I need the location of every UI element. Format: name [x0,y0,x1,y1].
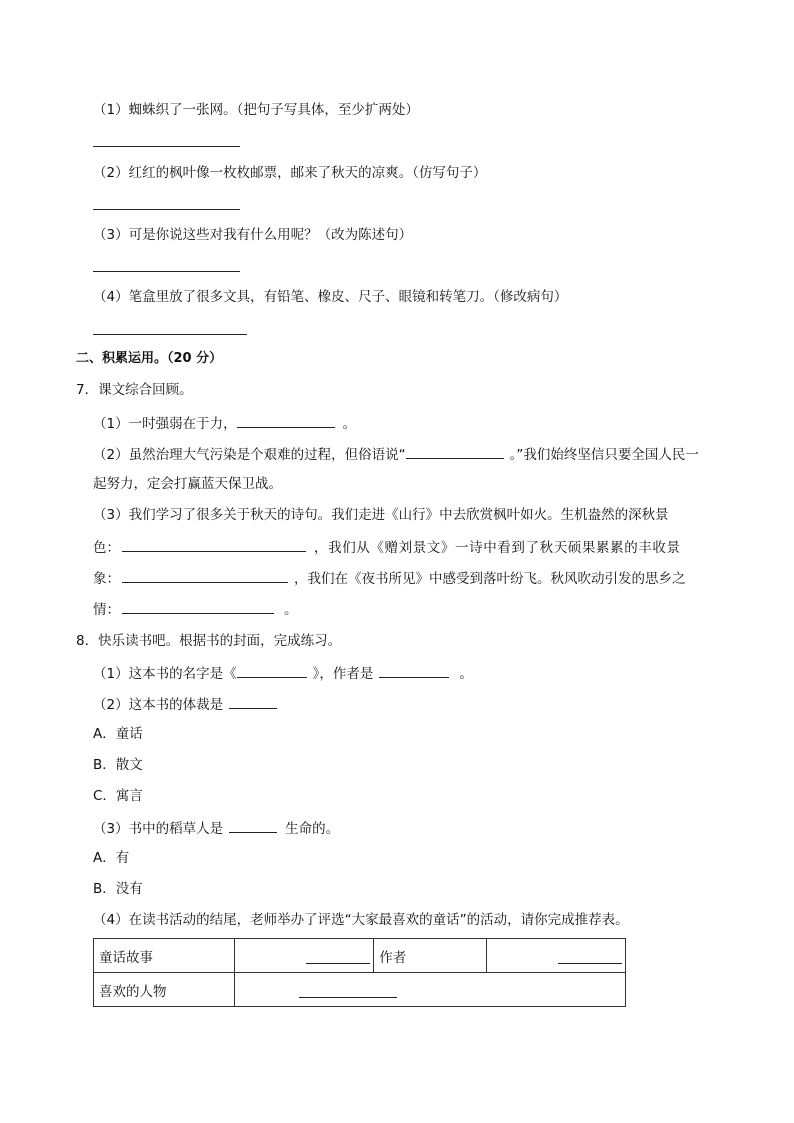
option-a[interactable]: A．有 [93,850,130,866]
q7-label: 色： [93,540,120,556]
q7-item-3-end: 。 [284,602,298,618]
answer-blank[interactable] [558,963,622,964]
q8-item-4: （4）在读书活动的结尾，老师举办了评选“大家最喜欢的童话”的活动，请你完成推荐表。 [93,912,629,928]
answer-blank[interactable] [406,444,504,459]
option-b[interactable]: B．没有 [93,881,143,897]
q7-item-3: （3）我们学习了很多关于秋天的诗句。我们走进《山行》中去欣赏枫叶如火。生机盎然的深秋景 [93,507,669,523]
q8-item-1-text: （1）这本书的名字是《 [93,666,237,682]
q7-item-1-end: 。 [342,416,357,432]
answer-blank[interactable] [299,997,397,998]
answer-blank[interactable] [237,663,307,678]
q8-item-2-text: （2）这本书的体裁是 [93,697,224,713]
q6-item-4: （4）笔盒里放了很多文具，有铅笔、橡皮、尺子、眼镜和转笔刀。（修改病句） [93,289,568,305]
answer-blank[interactable] [93,146,240,147]
answer-blank[interactable] [93,209,240,210]
q7-title: 7．课文综合回顾。 [76,382,193,398]
table-header-cell: 喜欢的人物 [94,973,235,1007]
table-row [94,973,626,1007]
section-heading: 二、积累运用。（20 分） [76,351,223,366]
answer-blank[interactable] [379,663,449,678]
recommendation-table [93,938,626,1007]
table-row [94,939,626,973]
q7-item-2-text: （2）虽然治理大气污染是个艰难的过程，但俗语说“ [93,447,406,463]
option-b[interactable]: B．散文 [93,757,143,773]
answer-blank[interactable] [122,537,306,552]
q7-item-3-text: ，我们在《夜书所见》中感受到落叶纷飞。秋风吹动引发的思乡之 [294,571,686,587]
q8-item-1-end: 。 [459,666,473,682]
answer-blank[interactable] [122,599,274,614]
q8-item-3 [93,818,339,838]
table-answer-cell[interactable] [234,973,625,1007]
q8-item-3-end: 生命的。 [285,821,340,837]
q7-item-2-cont: 起努力，定会打赢蓝天保卫战。 [93,476,282,492]
q8-item-2 [93,694,277,714]
answer-blank[interactable] [93,271,240,272]
q7-item-3-line2 [93,537,681,557]
q7-item-3-text: ，我们从《赠刘景文》一诗中看到了秋天硕果累累的丰收景 [314,540,681,556]
answer-blank[interactable] [122,568,288,583]
table-answer-cell[interactable] [487,939,626,973]
q8-item-1 [93,663,473,683]
answer-blank[interactable] [237,413,335,428]
answer-blank[interactable] [306,963,370,964]
q6-item-2: （2）红红的枫叶像一枚枚邮票，邮来了秋天的凉爽。（仿写句子） [93,165,487,181]
option-a[interactable]: A．童话 [93,726,143,742]
q6-item-1: （1）蜘蛛织了一张网。（把句子写具体，至少扩两处） [93,102,419,118]
answer-blank[interactable] [93,334,247,335]
q6-item-3: （3）可是你说这些对我有什么用呢？（改为陈述句） [93,227,413,243]
q7-item-1 [93,413,356,433]
option-c[interactable]: C．寓言 [93,788,143,804]
q7-label: 情： [93,602,120,618]
q7-label: 象： [93,571,120,587]
answer-blank[interactable] [229,694,277,709]
q7-item-3-line4 [93,599,298,619]
table-header-cell: 童话故事 [94,939,235,973]
q7-item-3-line3 [93,568,686,588]
q8-title: 8．快乐读书吧。根据书的封面，完成练习。 [76,633,342,649]
table-answer-cell[interactable] [234,939,374,973]
q7-item-2 [93,444,699,464]
q7-item-1-text: （1）一时强弱在于力， [93,416,237,432]
answer-blank[interactable] [229,818,277,833]
table-header-cell: 作者 [374,939,487,973]
q7-item-2-rest: 。”我们始终坚信只要全国人民一 [509,447,699,463]
q8-item-1-mid: 》，作者是 [312,666,374,682]
q8-item-3-text: （3）书中的稻草人是 [93,821,224,837]
